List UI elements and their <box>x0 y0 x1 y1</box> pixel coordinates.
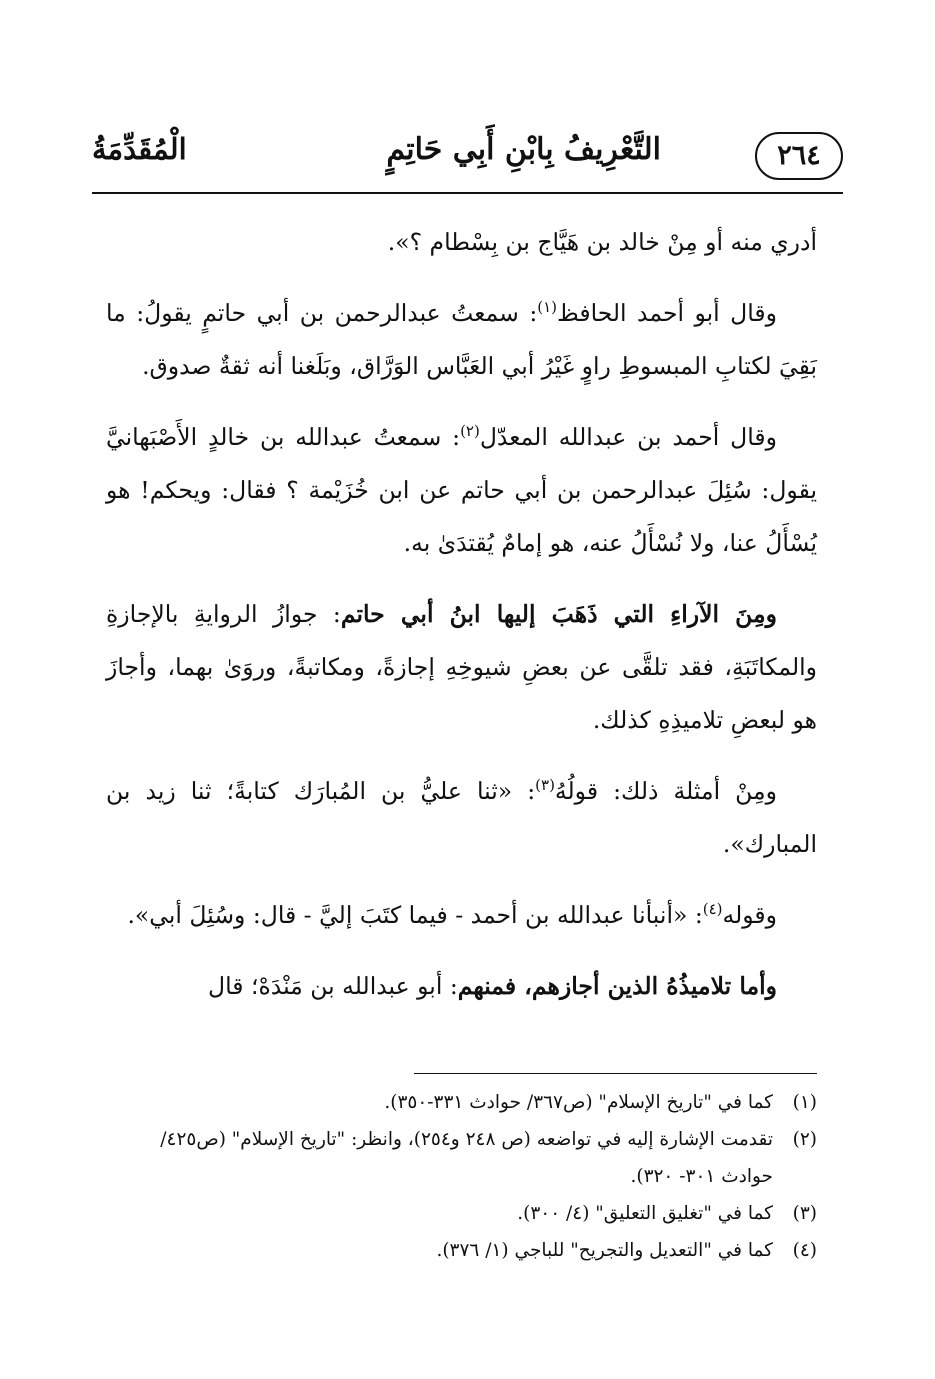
header-rule <box>92 192 843 194</box>
paragraph-text: وقوله <box>722 901 777 929</box>
paragraph-text: : سمعتُ عبدالرحمن بن أبي حاتمٍ يقولُ: ما بَقِيَ لكتابِ المبسوطِ راوٍ غَيْرُ أبي العَبَّاس الوَرَّاق، وبَلَغنا أنه ثقةٌ صدوق. <box>106 299 817 380</box>
paragraph-text: أدري منه أو مِنْ خالد بن هَيَّاج بن بِسْطام ؟». <box>387 228 817 256</box>
main-text <box>106 216 817 1031</box>
paragraph <box>106 960 817 1013</box>
paragraph-text: : سمعتُ عبدالله بن خالدٍ الأَصْبَهانيَّ يقول: سُئِلَ عبدالرحمن بن أبي حاتم عن ابن خُزَيْمة ؟ فقال: ويحكم! هو يُسْأَلُ عنا، ولا نُسْأَلُ عنه، هو إمامٌ يُقتدَىٰ به. <box>106 423 817 557</box>
footnote-ref[interactable]: (١) <box>537 298 558 317</box>
footnote-ref[interactable]: (٣) <box>535 776 555 795</box>
paragraph <box>106 411 817 570</box>
paragraph <box>106 889 817 942</box>
page-header <box>92 128 843 190</box>
paragraph-text: وقال أحمد بن عبدالله المعدّل <box>479 423 777 451</box>
footnote-text: كما في "التعديل والتجريح" للباجي (١/ ٣٧٦). <box>436 1240 773 1261</box>
paragraph-text: : «ثنا عليُّ بن المُبارَك كتابةً؛ ثنا زيد بن المبارك». <box>106 777 817 858</box>
footnote <box>106 1084 817 1121</box>
footnote-text: كما في "تغليق التعليق" (٤/ ٣٠٠). <box>517 1203 773 1224</box>
paragraph-text: وقال أبو أحمد الحافظ <box>557 299 777 327</box>
footnote <box>106 1195 817 1232</box>
section-title: الْمُقَدِّمَةُ <box>92 132 187 166</box>
paragraph <box>106 216 817 269</box>
footnote-text: تقدمت الإشارة إليه في تواضعه (ص ٢٤٨ و٢٥٤)، وانظر: "تاريخ الإسلام" (ص٤٢٥/ حوادث ٣٠١- ٣٢٠). <box>160 1129 773 1187</box>
footnote-number: (٢) <box>792 1129 817 1150</box>
paragraph <box>106 765 817 871</box>
bold-lead: ومِنَ الآراءِ التي ذَهَبَ إليها ابنُ أبي حاتم <box>340 600 777 628</box>
footnote-ref[interactable]: (٤) <box>702 900 723 919</box>
footnote-number: (٣) <box>792 1203 817 1224</box>
footnote-ref[interactable]: (٢) <box>460 422 480 441</box>
paragraph-text: ومِنْ أمثلة ذلك: قولُهُ <box>554 777 777 805</box>
book-title: التَّعْرِيفُ بِابْنِ أَبِي حَاتِمٍ <box>386 132 661 167</box>
paragraph <box>106 588 817 747</box>
footnote-text: كما في "تاريخ الإسلام" (ص٣٦٧/ حوادث ٣٣١-٣٥٠). <box>384 1092 773 1113</box>
page-number: ٢٦٤ <box>755 132 843 180</box>
paragraph-text: : «أنبأنا عبدالله بن أحمد - فيما كتَبَ إليَّ - قال: وسُئِلَ أبي». <box>127 901 703 929</box>
paragraph-text: : أبو عبدالله بن مَنْدَهْ؛ قال <box>208 972 458 1000</box>
footnote-number: (١) <box>792 1092 817 1113</box>
footnote <box>106 1232 817 1269</box>
footnotes <box>106 1084 817 1269</box>
footnote-separator <box>414 1073 817 1074</box>
paragraph-text: : جوازُ الروايةِ بالإجازةِ والمكاتَبَةِ، فقد تلقَّى عن بعضِ شيوخِهِ إجازةً، ومكاتبةً، وروَىٰ بهما، وأجازَ هو لبعضِ تلاميذِهِ كذلك. <box>106 600 817 734</box>
paragraph <box>106 287 817 393</box>
footnote <box>106 1121 817 1195</box>
footnote-number: (٤) <box>792 1240 817 1261</box>
bold-lead: وأما تلاميذُهُ الذين أجازهم، فمنهم <box>457 972 777 1000</box>
